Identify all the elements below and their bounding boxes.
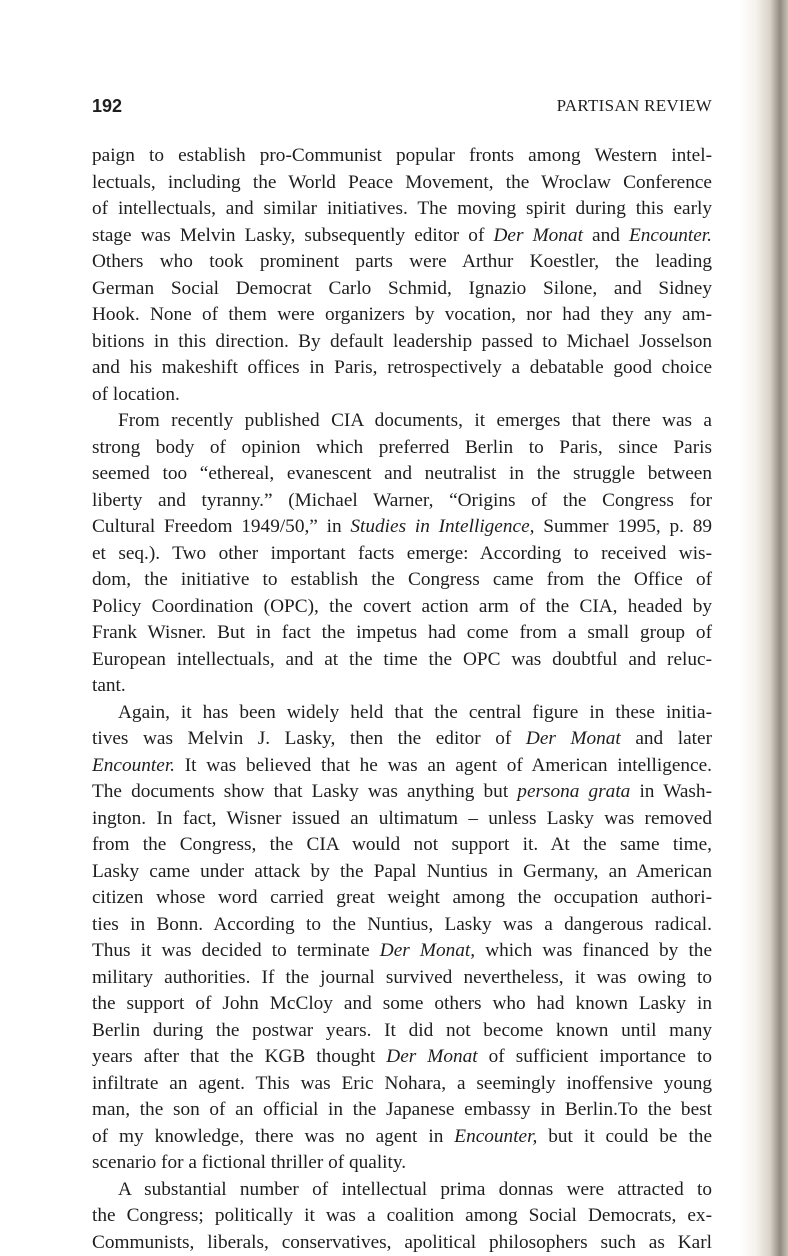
text-line: the support of John McCloy and some others who had known Lasky in <box>92 991 712 1018</box>
text-line: Berlin during the postwar years. It did not become known until many <box>92 1018 712 1045</box>
text-line: seemed too “ethereal, evanescent and neutralist in the struggle between <box>92 461 712 488</box>
text-line: Again, it has been widely held that the central figure in these initia- <box>92 700 712 727</box>
text-line: of my knowledge, there was no agent in Encounter, but it could be the <box>92 1124 712 1151</box>
text-line: and his makeshift offices in Paris, retrospectively a debatable good choice <box>92 355 712 382</box>
text-line: The documents show that Lasky was anything but persona grata in Wash- <box>92 779 712 806</box>
text-line: European intellectuals, and at the time the OPC was doubtful and reluc- <box>92 647 712 674</box>
text-line: the Congress; politically it was a coalition among Social Democrats, ex- <box>92 1203 712 1230</box>
running-head: PARTISAN REVIEW <box>557 96 712 116</box>
text-line: German Social Democrat Carlo Schmid, Ignazio Silone, and Sidney <box>92 276 712 303</box>
text-line: from the Congress, the CIA would not support it. At the same time, <box>92 832 712 859</box>
text-line: scenario for a fictional thriller of quality. <box>92 1150 712 1177</box>
text-line: et seq.). Two other important facts emerge: According to received wis- <box>92 541 712 568</box>
text-line: military authorities. If the journal survived nevertheless, it was owing to <box>92 965 712 992</box>
text-line: Hook. None of them were organizers by vocation, nor had they any am- <box>92 302 712 329</box>
text-line: ties in Bonn. According to the Nuntius, Lasky was a dangerous radical. <box>92 912 712 939</box>
text-line: lectuals, including the World Peace Movement, the Wroclaw Conference <box>92 170 712 197</box>
text-line: man, the son of an official in the Japanese embassy in Berlin.To the best <box>92 1097 712 1124</box>
body-text <box>92 143 712 1256</box>
text-line: tant. <box>92 673 712 700</box>
text-line: of intellectuals, and similar initiatives. The moving spirit during this early <box>92 196 712 223</box>
text-line: Others who took prominent parts were Arthur Koestler, the leading <box>92 249 712 276</box>
text-line: tives was Melvin J. Lasky, then the editor of Der Monat and later <box>92 726 712 753</box>
text-line: Encounter. It was believed that he was an agent of American intelligence. <box>92 753 712 780</box>
text-line: stage was Melvin Lasky, subsequently editor of Der Monat and Encounter. <box>92 223 712 250</box>
text-line: A substantial number of intellectual prima donnas were attracted to <box>92 1177 712 1204</box>
text-line: dom, the initiative to establish the Congress came from the Office of <box>92 567 712 594</box>
text-line: paign to establish pro-Communist popular fronts among Western intel- <box>92 143 712 170</box>
text-line: Policy Coordination (OPC), the covert action arm of the CIA, headed by <box>92 594 712 621</box>
text-line: ington. In fact, Wisner issued an ultimatum – unless Lasky was removed <box>92 806 712 833</box>
page-number: 192 <box>92 96 122 117</box>
text-line: of location. <box>92 382 712 409</box>
text-line: Thus it was decided to terminate Der Monat, which was financed by the <box>92 938 712 965</box>
text-line: citizen whose word carried great weight among the occupation authori- <box>92 885 712 912</box>
text-line: Lasky came under attack by the Papal Nuntius in Germany, an American <box>92 859 712 886</box>
text-line: From recently published CIA documents, it emerges that there was a <box>92 408 712 435</box>
page-header <box>92 96 712 120</box>
text-line: liberty and tyranny.” (Michael Warner, “Origins of the Congress for <box>92 488 712 515</box>
text-line: Frank Wisner. But in fact the impetus had come from a small group of <box>92 620 712 647</box>
text-line: bitions in this direction. By default leadership passed to Michael Josselson <box>92 329 712 356</box>
text-line: Cultural Freedom 1949/50,” in Studies in Intelligence, Summer 1995, p. 89 <box>92 514 712 541</box>
text-line: strong body of opinion which preferred Berlin to Paris, since Paris <box>92 435 712 462</box>
text-line: Communists, liberals, conservatives, apolitical philosophers such as Karl <box>92 1230 712 1256</box>
text-line: years after that the KGB thought Der Monat of sufficient importance to <box>92 1044 712 1071</box>
text-line: infiltrate an agent. This was Eric Nohara, a seemingly inoffensive young <box>92 1071 712 1098</box>
